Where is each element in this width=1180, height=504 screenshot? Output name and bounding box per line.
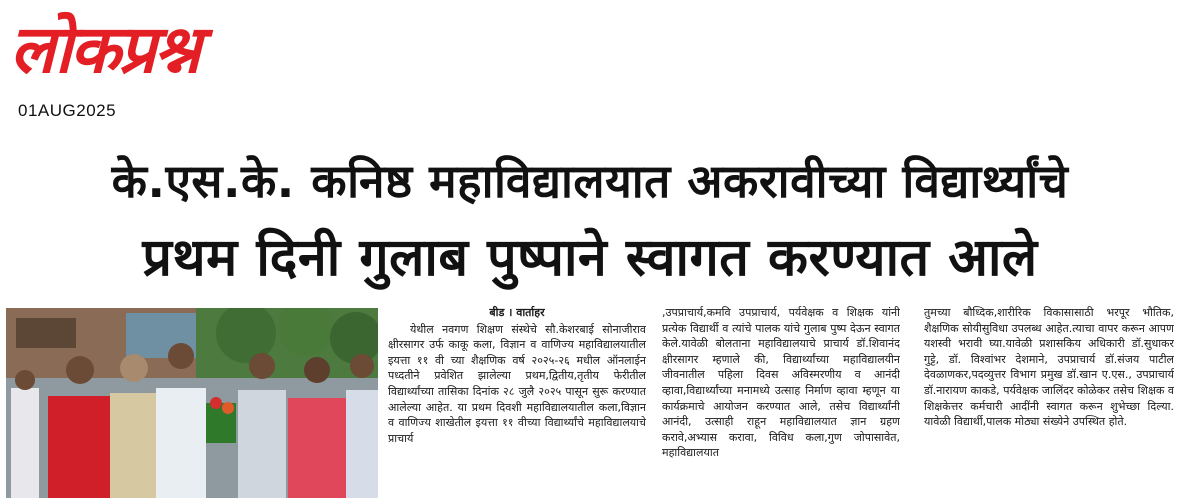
news-photo — [6, 308, 378, 498]
group-photo-illustration — [6, 308, 378, 498]
headline-line-2: प्रथम दिनी गुलाब पुष्पाने स्वागत करण्यात आले — [142, 228, 1038, 288]
article-column-2 — [662, 305, 900, 501]
newspaper-logo-text: लोकप्रश्न — [10, 11, 199, 88]
article-paragraph-1: येथील नवगण शिक्षण संस्थेचे सौ.केशरबाई सोनाजीराव क्षीरसागर उर्फ काकू कला, विज्ञान व वाणिज्य महाविद्यालयातील इयत्ता ११ वी च्या शैक्षणिक वर्ष २०२५-२६ मधील ऑनलाईन पध्दतीने प्रवेशित झालेल्या प्रथम,द्वितीय,तृतीय फेरीतील विद्यार्थ्यांच्या तासिका दिनांक २८ जुलै २०२५ पासून सुरू करण्यात आलेल्या आहेत. या प्रथम दिवशी महाविद्यालयातील कला,विज्ञान व वाणिज्य शाखेतील इयत्ता ११ वीच्या विद्यार्थ्यांचे महाविद्यालयाचे प्राचार्य — [388, 322, 646, 445]
dateline: बीड । वार्ताहर — [489, 306, 545, 319]
article-column-1 — [388, 305, 646, 501]
edition-date: 01AUG2025 — [18, 101, 117, 120]
headline-line-1: के.एस.के. कनिष्ठ महाविद्यालयात अकरावीच्या विद्यार्थ्यांचे — [111, 154, 1069, 208]
article-column-3 — [924, 305, 1174, 501]
masthead-logo — [10, 2, 290, 97]
article-paragraph-3: तुमच्या बौध्दिक,शारीरिक विकासासाठी भरपूर भौतिक, शैक्षणिक सोयीसुविधा उपलब्ध आहेत.त्याचा वापर करून आपण यशस्वी भरावी घ्या.यावेळी प्रशासकिय अधिकारी डॉ.सुधाकर गुट्टे, डॉ. विश्वांभर देशमाने, उपप्राचार्य डॉ.संजय पाटील देवळाणकर,पदव्युत्तर विभाग प्रमुख डॉ.खान ए.एस., उपप्राचार्य डॉ.नारायण काकडे, पर्यवेक्षक जालिंदर कोळेकर तसेच शिक्षक व शिक्षकेत्तर कर्मचारी आदींनी स्वागत करून शुभेच्छा दिल्या. यावेळी विद्यार्थी,पालक मोठ्या संख्येने उपस्थित होते. — [924, 306, 1174, 429]
article-paragraph-2: ,उपप्राचार्य,कमवि उपप्राचार्य, पर्यवेक्षक व शिक्षक यांनी प्रत्येक विद्यार्थी व त्यांचे पालक यांचे गुलाब पुष्प देऊन स्वागत केले.यावेळी बोलताना महाविद्यालयाचे प्राचार्य डॉ.शिवानंद क्षीरसागर म्हणाले की, विद्यार्थ्यांच्या महाविद्यालयीन जीवनातील पहिला दिवस अविस्मरणीय व आनंदी व्हावा,विद्यार्थ्यांच्या मनामध्ये उत्साह निर्माण व्हावा म्हणून या कार्यक्रमाचे आयोजन करण्यात आले, तसेच विद्यार्थ्यांनी आनंदी, उत्साही राहून महाविद्यालयात ज्ञान ग्रहण करावे,अभ्यास करावा, विविध कला,गुण जोपासावेत, महाविद्यालयात — [662, 306, 900, 460]
